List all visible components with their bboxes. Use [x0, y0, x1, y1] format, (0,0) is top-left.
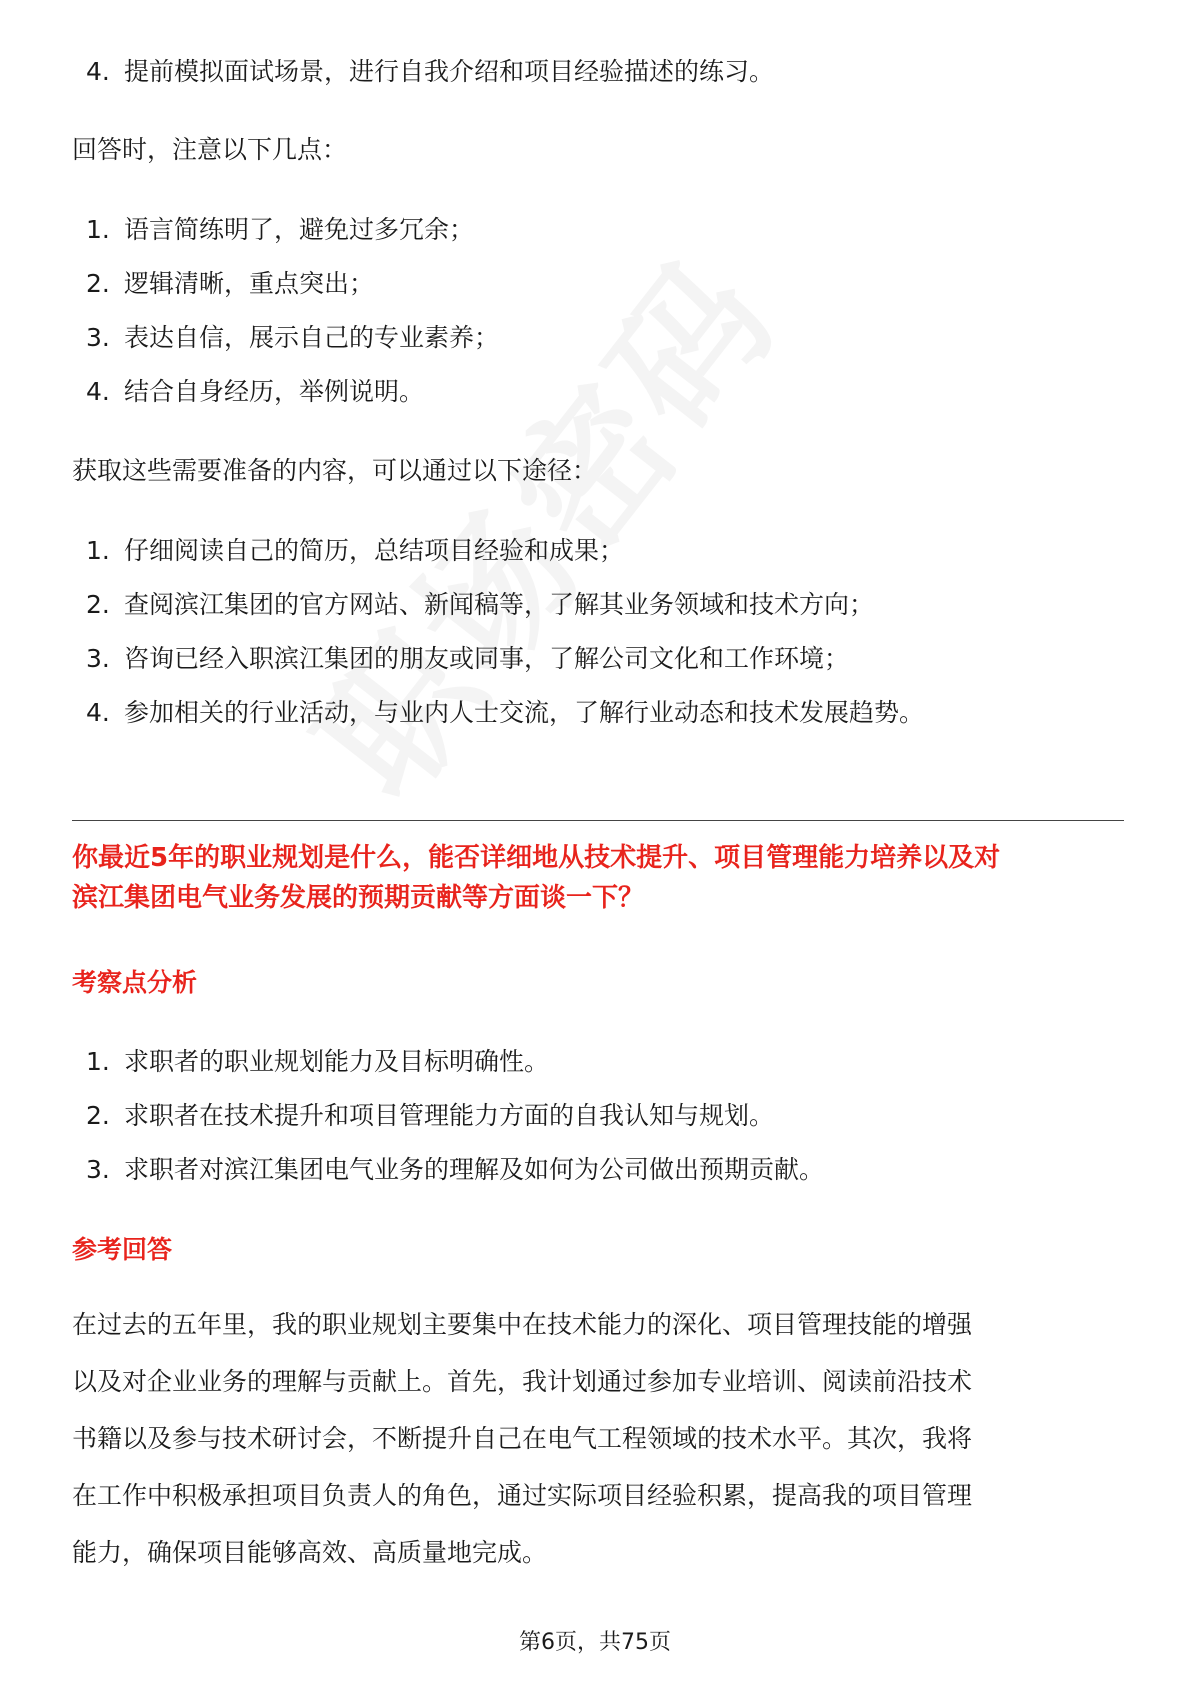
list-item: 参加相关的行业活动，与业内人士交流，了解行业动态和技术发展趋势。 [124, 698, 925, 727]
sources-heading: 获取这些需要准备的内容，可以通过以下途径： [72, 456, 598, 485]
answer-line: 以及对企业业务的理解与贡献上。首先，我计划通过参加专业培训、阅读前沿技术 [72, 1367, 973, 1396]
list-number: 2. [86, 1101, 110, 1130]
question-line-1: 你最近5年的职业规划是什么，能否详细地从技术提升、项目管理能力培养以及对 [72, 843, 1001, 873]
notes-heading: 回答时，注意以下几点： [72, 135, 348, 164]
list-number: 2. [86, 590, 110, 619]
list-number: 4. [86, 57, 110, 86]
list-item: 咨询已经入职滨江集团的朋友或同事，了解公司文化和工作环境； [124, 644, 850, 673]
list-number: 4. [86, 377, 110, 406]
analysis-heading: 考察点分析 [72, 968, 198, 997]
answer-line: 在工作中积极承担项目负责人的角色，通过实际项目经验积累，提高我的项目管理 [72, 1481, 973, 1510]
answer-line: 在过去的五年里，我的职业规划主要集中在技术能力的深化、项目管理技能的增强 [72, 1310, 973, 1339]
list-item: 表达自信，展示自己的专业素养； [124, 323, 500, 352]
list-number: 1. [86, 1047, 110, 1076]
answer-line: 书籍以及参与技术研讨会，不断提升自己在电气工程领域的技术水平。其次，我将 [72, 1424, 973, 1453]
list-number: 3. [86, 323, 110, 352]
list-number: 3. [86, 1155, 110, 1184]
list-item: 仔细阅读自己的简历，总结项目经验和成果； [124, 536, 625, 565]
watermark [260, 208, 814, 833]
list-number: 1. [86, 536, 110, 565]
answer-heading: 参考回答 [72, 1235, 173, 1264]
list-item: 查阅滨江集团的官方网站、新闻稿等，了解其业务领域和技术方向； [124, 590, 875, 619]
list-item: 语言简练明了，避免过多冗余； [124, 215, 475, 244]
list-item: 求职者的职业规划能力及目标明确性。 [124, 1047, 550, 1076]
list-number: 4. [86, 698, 110, 727]
section-divider [72, 820, 1124, 821]
list-number: 3. [86, 644, 110, 673]
answer-line: 能力，确保项目能够高效、高质量地完成。 [72, 1538, 548, 1567]
list-number: 2. [86, 269, 110, 298]
list-item: 逻辑清晰，重点突出； [124, 269, 375, 298]
list-item: 求职者在技术提升和项目管理能力方面的自我认知与规划。 [124, 1101, 775, 1130]
list-number: 1. [86, 215, 110, 244]
list-item: 求职者对滨江集团电气业务的理解及如何为公司做出预期贡献。 [124, 1155, 825, 1184]
question-line-2: 滨江集团电气业务发展的预期贡献等方面谈一下？ [72, 883, 645, 913]
page-number: 第6页，共75页 [519, 1630, 671, 1655]
list-item: 提前模拟面试场景，进行自我介绍和项目经验描述的练习。 [124, 57, 775, 86]
list-item: 结合自身经历，举例说明。 [124, 377, 425, 406]
